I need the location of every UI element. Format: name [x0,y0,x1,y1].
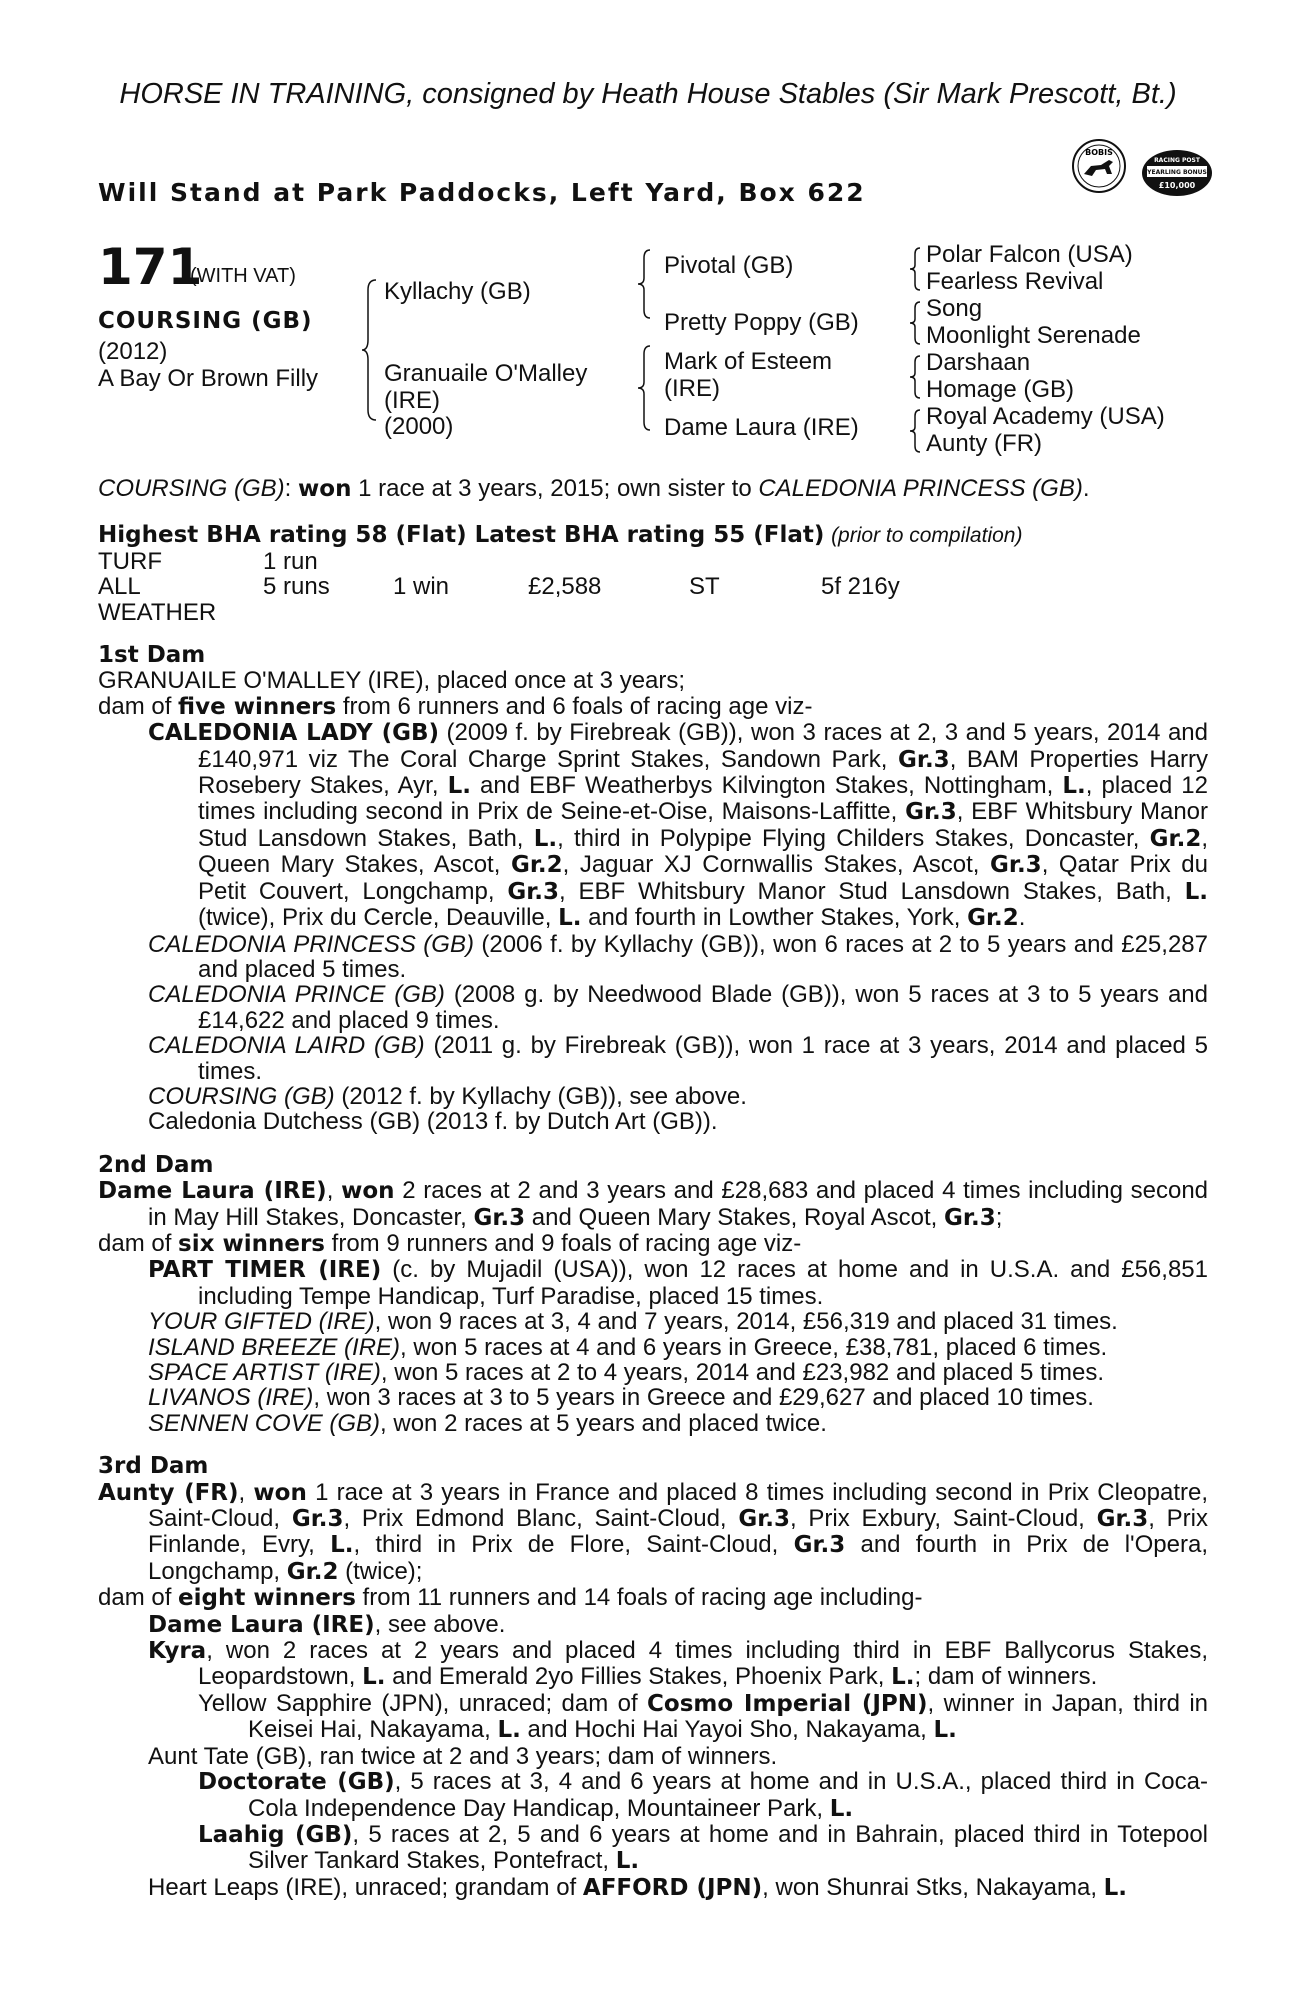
first-dam-produce-summary: dam of five winners from 6 runners and 6 foals of racing age viz- [98,692,813,720]
aw-label: ALL WEATHER [98,573,217,626]
horse-name: COURSING (GB) [98,308,313,334]
aw-runs: 5 runs [263,573,330,601]
consignor-title: HORSE IN TRAINING, consigned by Heath House Stables (Sir Mark Prescott, Bt.) [119,78,1177,110]
pedigree-brace-main-icon [360,278,380,422]
produce-space-artist: SPACE ARTIST (IRE), won 5 races at 2 to 4 years, 2014 and £23,982 and placed 5 times. [148,1359,1105,1386]
logo2-amount-text: £10,000 [1158,181,1196,190]
first-dam-line: GRANUAILE O'MALLEY (IRE), placed once at 3 years; [98,667,686,695]
produce-caledonia-lady: CALEDONIA LADY (GB) (2009 f. by Firebreak (GB)), won 3 races at 2, 3 and 5 years, 2014 and £140,971 viz The Coral Charge Sprint Stakes, Sandown Park, Gr.3, BAM Properties Harry Rosebery Stakes, Ayr, L. and EBF Weatherbys Kilvington Stakes, Nottingham, L., placed 12 times including second in Prix de Seine-et-Oise, Maisons-Laffitte, Gr.3, EBF Whitsbury Manor Stud Lansdown Stakes, Bath, L., third in Polypipe Flying Childers Stakes, Doncaster, Gr.2, Queen Mary Stakes, Ascot, Gr.2, Jaguar XJ Cornwallis Stakes, Ascot, Gr.3, Qatar Prix du Petit Couvert, Longchamp, Gr.3, EBF Whitsbury Manor Stud Lansdown Stakes, Bath, L. (twice), Prix du Cercle, Deauville, L. and fourth in Lowther Stakes, York, Gr.2. [148,719,1209,932]
stand-location: Will Stand at Park Paddocks, Left Yard, Box 622 [98,178,866,207]
produce-livanos: LIVANOS (IRE), won 3 races at 3 to 5 years in Greece and £29,627 and placed 10 times. [148,1384,1094,1412]
summary-won: won [298,476,352,502]
pedigree-g7: Royal Academy (USA) [926,403,1165,430]
pedigree-brace-g3-icon [908,354,922,400]
vat-label: (WITH VAT) [190,265,296,287]
aw-prize: £2,588 [528,573,602,601]
pedigree-g4: Moonlight Serenade [926,322,1141,349]
produce-yellow-sapphire: Yellow Sapphire (JPN), unraced; dam of Cosmo Imperial (JPN), winner in Japan, third in Keisei Hai, Nakayama, L. and Hochi Hai Yayoi Sho, Nakayama, L. [198,1689,1208,1744]
logo2-mid-text: YEARLING BONUS [1147,169,1207,176]
pedigree-sire: Kyllachy (GB) [384,278,531,305]
produce-caledonia-dutchess: Caledonia Dutchess (GB) (2013 f. by Dutch Art (GB)). [148,1108,718,1136]
produce-island-breeze: ISLAND BREEZE (IRE), won 5 races at 4 and 6 years in Greece, £38,781, placed 6 times. [148,1333,1108,1361]
produce-coursing: COURSING (GB) (2012 f. by Kyllachy (GB)), see above. [148,1082,747,1110]
produce-aunt-tate: Aunt Tate (GB), ran twice at 2 and 3 years; dam of winners. [148,1742,778,1770]
first-dam-heading: 1st Dam [98,642,206,669]
produce-sennen-cove: SENNEN COVE (GB), won 2 races at 5 years and placed twice. [148,1409,827,1437]
pedigree-g6: Homage (GB) [926,376,1075,403]
catalogue-page [98,78,1209,1901]
foaling-year: (2012) [98,338,168,365]
pedigree-g3: Song [926,295,983,322]
summary-horse-name: COURSING (GB) [98,475,285,502]
bobis-logo-text: BOBIS [1085,148,1113,157]
third-dam-heading: 3rd Dam [98,1453,209,1480]
summary-colon: : [284,475,299,502]
pedigree-dam-sire-line2: (IRE) [664,375,720,402]
pedigree-dam-line1: Granuaile O'Malley [384,360,588,387]
turf-label: TURF [98,547,162,575]
catalogue-body [98,476,1208,1901]
summary-end: . [1082,475,1090,502]
rating-aw-row [98,574,1208,625]
produce-caledonia-prince: CALEDONIA PRINCE (GB) (2008 g. by Needwood Blade (GB)), won 5 races at 3 to 5 years and £14,622 and placed 9 times. [148,981,1208,1034]
rating-turf-row [98,549,1208,574]
bobis-logo-icon [1071,138,1127,194]
logo2-top-text: RACING POST [1154,157,1200,164]
second-dam-heading: 2nd Dam [98,1151,214,1178]
pedigree-dam-line3: (2000) [384,413,454,440]
pedigree-g8: Aunty (FR) [926,430,1043,457]
pedigree-brace-sire-icon [636,248,652,320]
third-dam-produce-summary: dam of eight winners from 11 runners and 14 foals of racing age including- [98,1584,923,1612]
produce-caledonia-laird: CALEDONIA LAIRD (GB) (2011 g. by Firebreak (GB)), won 1 race at 3 years, 2014 and placed 5 times. [148,1032,1208,1085]
summary-text: 1 race at 3 years, 2015; own sister to [351,475,759,502]
third-dam-record: Aunty (FR), won 1 race at 3 years in France and placed 8 times including second in Prix Cleopatre, Saint-Cloud, Gr.3, Prix Edmond Blanc, Saint-Cloud, Gr.3, Prix Exbury, Saint-Cloud, Gr.3, Prix Finlande, Evry, L., third in Prix de Flore, Saint-Cloud, Gr.3 and fourth in Prix de l'Opera, Longchamp, Gr.2 (twice); [98,1478,1209,1585]
rating-note: (prior to compilation) [831,524,1023,548]
horse-description: A Bay Or Brown Filly [98,365,319,392]
pedigree-brace-dam-icon [636,344,652,432]
lot-number: 171 [98,238,203,296]
race-summary [98,476,1208,502]
aw-surface: ST [689,573,720,601]
second-dam-record: Dame Laura (IRE), won 2 races at 2 and 3 years and £28,683 and placed 4 times including second in May Hill Stakes, Doncaster, Gr.3 and Queen Mary Stakes, Royal Ascot, Gr.3; [98,1177,1209,1231]
produce-laahig: Laahig (GB), 5 races at 2, 5 and 6 years at home and in Bahrain, placed third in Totepool Silver Tankard Stakes, Pontefract, L. [198,1820,1208,1875]
pedigree-sire-dam: Pretty Poppy (GB) [664,309,859,336]
turf-runs: 1 run [263,547,318,575]
produce-your-gifted: YOUR GIFTED (IRE), won 9 races at 3, 4 and 7 years, 2014, £56,319 and placed 31 times. [148,1308,1118,1336]
pedigree-g5: Darshaan [926,349,1031,376]
aw-distance: 5f 216y [821,573,900,601]
produce-dame-laura: Dame Laura (IRE), see above. [148,1610,506,1638]
produce-heart-leaps: Heart Leaps (IRE), unraced; grandam of AFFORD (JPN), won Shunrai Stks, Nakayama, L. [148,1873,1128,1901]
produce-kyra: Kyra, won 2 races at 2 years and placed 4 times including third in EBF Ballycorus Stakes, Leopardstown, L. and Emerald 2yo Fillies Stakes, Phoenix Park, L.; dam of winners. [148,1637,1208,1691]
produce-part-timer: PART TIMER (IRE) (c. by Mujadil (USA)), won 12 races at home and in U.S.A. and £56,851 including Tempe Handicap, Turf Paradise, placed 15 times. [148,1256,1208,1310]
pedigree-brace-g2-icon [908,300,922,346]
yearling-bonus-logo-icon [1141,148,1213,198]
pedigree-g1: Polar Falcon (USA) [926,241,1133,268]
second-dam-produce-summary: dam of six winners from 9 runners and 9 foals of racing age viz- [98,1229,802,1257]
pedigree-brace-g4-icon [908,408,922,454]
pedigree-dam-dam: Dame Laura (IRE) [664,414,859,441]
aw-wins: 1 win [393,573,450,601]
summary-sister: CALEDONIA PRINCESS (GB) [758,475,1083,502]
pedigree-g2: Fearless Revival [926,268,1104,295]
rating-heading [98,522,1208,548]
lot-block [98,238,1228,468]
pedigree-sire-sire: Pivotal (GB) [664,252,794,279]
rating-heading-text: Highest BHA rating 58 (Flat) Latest BHA rating 55 (Flat) [98,522,825,549]
pedigree-dam-line2: (IRE) [384,387,440,414]
pedigree-dam-sire-line1: Mark of Esteem [664,348,833,375]
produce-caledonia-princess: CALEDONIA PRINCESS (GB) (2006 f. by Kyllachy (GB)), won 6 races at 2 to 5 years and £25,287 and placed 5 times. [148,930,1208,983]
produce-doctorate: Doctorate (GB), 5 races at 3, 4 and 6 years at home and in U.S.A., placed third in Coca-Cola Independence Day Handicap, Mountaineer Park, L. [198,1768,1208,1822]
pedigree-brace-g1-icon [908,246,922,292]
